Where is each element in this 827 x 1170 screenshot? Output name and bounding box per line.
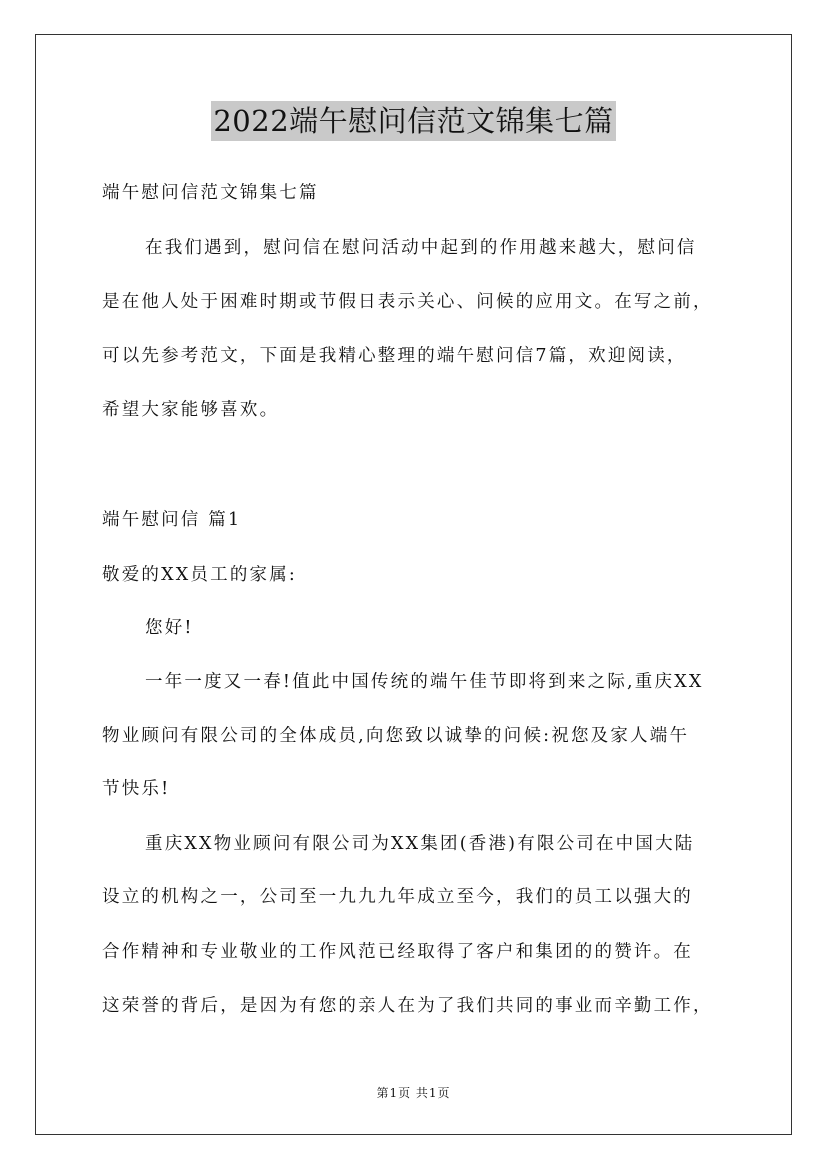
greeting: 您好!	[145, 618, 194, 638]
intro-line: 在我们遇到，慰问信在慰问活动中起到的作用越来越大，慰问信	[145, 238, 697, 258]
paragraph-line: 合作精神和专业敬业的工作风范已经取得了客户和集团的的赞许。在	[102, 942, 693, 962]
intro-line: 可以先参考范文，下面是我精心整理的端午慰问信7篇，欢迎阅读，	[102, 346, 687, 366]
paragraph-line: 重庆XX物业顾问有限公司为XX集团(香港)有限公司在中国大陆	[145, 834, 695, 854]
paragraph-line: 这荣誉的背后，是因为有您的亲人在为了我们共同的事业而辛勤工作，	[102, 996, 713, 1016]
section-heading: 端午慰问信 篇1	[102, 510, 242, 530]
intro-line: 是在他人处于困难时期或节假日表示关心、问候的应用文。在写之前，	[102, 292, 713, 312]
paragraph-line: 节快乐!	[102, 779, 171, 799]
salutation: 敬爱的XX员工的家属:	[102, 565, 298, 585]
paragraph-line: 一年一度又一春!值此中国传统的端午佳节即将到来之际,重庆XX	[145, 672, 704, 692]
title-wrap	[0, 101, 827, 141]
subtitle: 端午慰问信范文锦集七篇	[102, 183, 319, 203]
document-title: 2022端午慰问信范文锦集七篇	[211, 101, 615, 141]
paragraph-line: 设立的机构之一，公司至一九九九年成立至今，我们的员工以强大的	[102, 887, 693, 907]
intro-line: 希望大家能够喜欢。	[102, 400, 280, 420]
page-footer: 第1页 共1页	[376, 1086, 451, 1100]
paragraph-line: 物业顾问有限公司的全体成员,向您致以诚挚的问候:祝您及家人端午	[102, 726, 690, 746]
